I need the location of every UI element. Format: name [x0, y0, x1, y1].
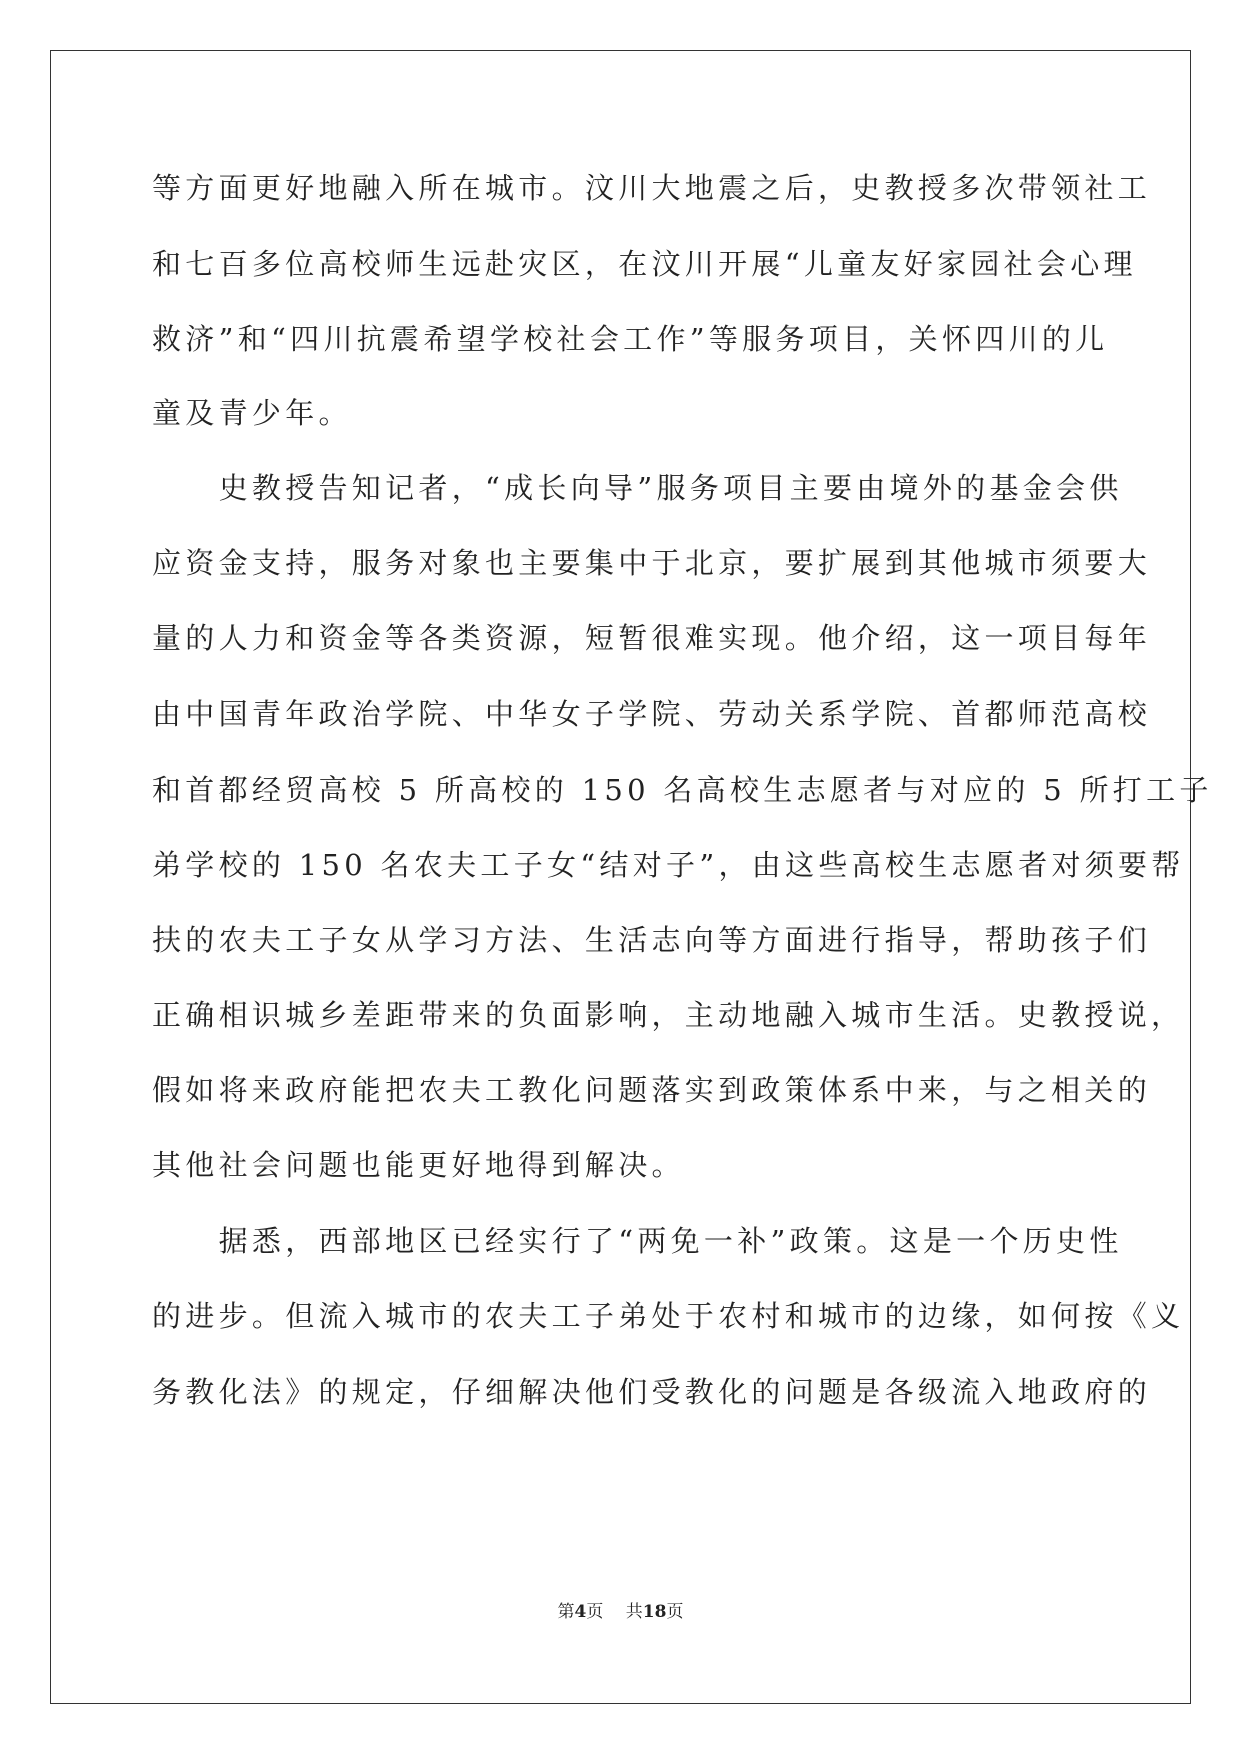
- total-suffix: 页: [666, 1602, 684, 1622]
- page-suffix: 页 共: [586, 1602, 643, 1622]
- text-line: 史教授告知记者，“成长向导”服务项目主要由境外的基金会供: [152, 471, 1123, 505]
- page-prefix: 第: [557, 1602, 575, 1622]
- text-line: 由中国青年政治学院、中华女子学院、劳动关系学院、首都师范高校: [152, 697, 1152, 731]
- text-line: 救济”和“四川抗震希望学校社会工作”等服务项目，关怀四川的儿: [152, 322, 1109, 356]
- text-line: 量的人力和资金等各类资源，短暂很难实现。他介绍，这一项目每年: [152, 621, 1152, 655]
- text-line: 弟学校的 150 名农夫工子女“结对子”，由这些高校生志愿者对须要帮: [152, 848, 1185, 882]
- text-line: 童及青少年。: [152, 396, 352, 430]
- text-line: 正确相识城乡差距带来的负面影响，主动地融入城市生活。史教授说，: [152, 998, 1185, 1032]
- text-line: 和首都经贸高校 5 所高校的 150 名高校生志愿者与对应的 5 所打工子: [152, 773, 1213, 807]
- total-pages: 18: [642, 1602, 667, 1622]
- text-line: 务教化法》的规定，仔细解决他们受教化的问题是各级流入地政府的: [152, 1375, 1152, 1409]
- text-line: 和七百多位高校师生远赴灾区，在汶川开展“儿童友好家园社会心理: [152, 247, 1137, 281]
- text-line: 其他社会问题也能更好地得到解决。: [152, 1148, 685, 1182]
- text-line: 应资金支持，服务对象也主要集中于北京，要扩展到其他城市须要大: [152, 546, 1152, 580]
- page-footer: [0, 1600, 1241, 1624]
- text-line: 假如将来政府能把农夫工教化问题落实到政策体系中来，与之相关的: [152, 1073, 1152, 1107]
- text-line: 据悉，西部地区已经实行了“两免一补”政策。这是一个历史性: [152, 1224, 1123, 1258]
- text-line: 等方面更好地融入所在城市。汶川大地震之后，史教授多次带领社工: [152, 171, 1152, 205]
- page-number: 4: [574, 1602, 587, 1622]
- text-line: 的进步。但流入城市的农夫工子弟处于农村和城市的边缘，如何按《义: [152, 1299, 1185, 1333]
- text-line: 扶的农夫工子女从学习方法、生活志向等方面进行指导，帮助孩子们: [152, 923, 1152, 957]
